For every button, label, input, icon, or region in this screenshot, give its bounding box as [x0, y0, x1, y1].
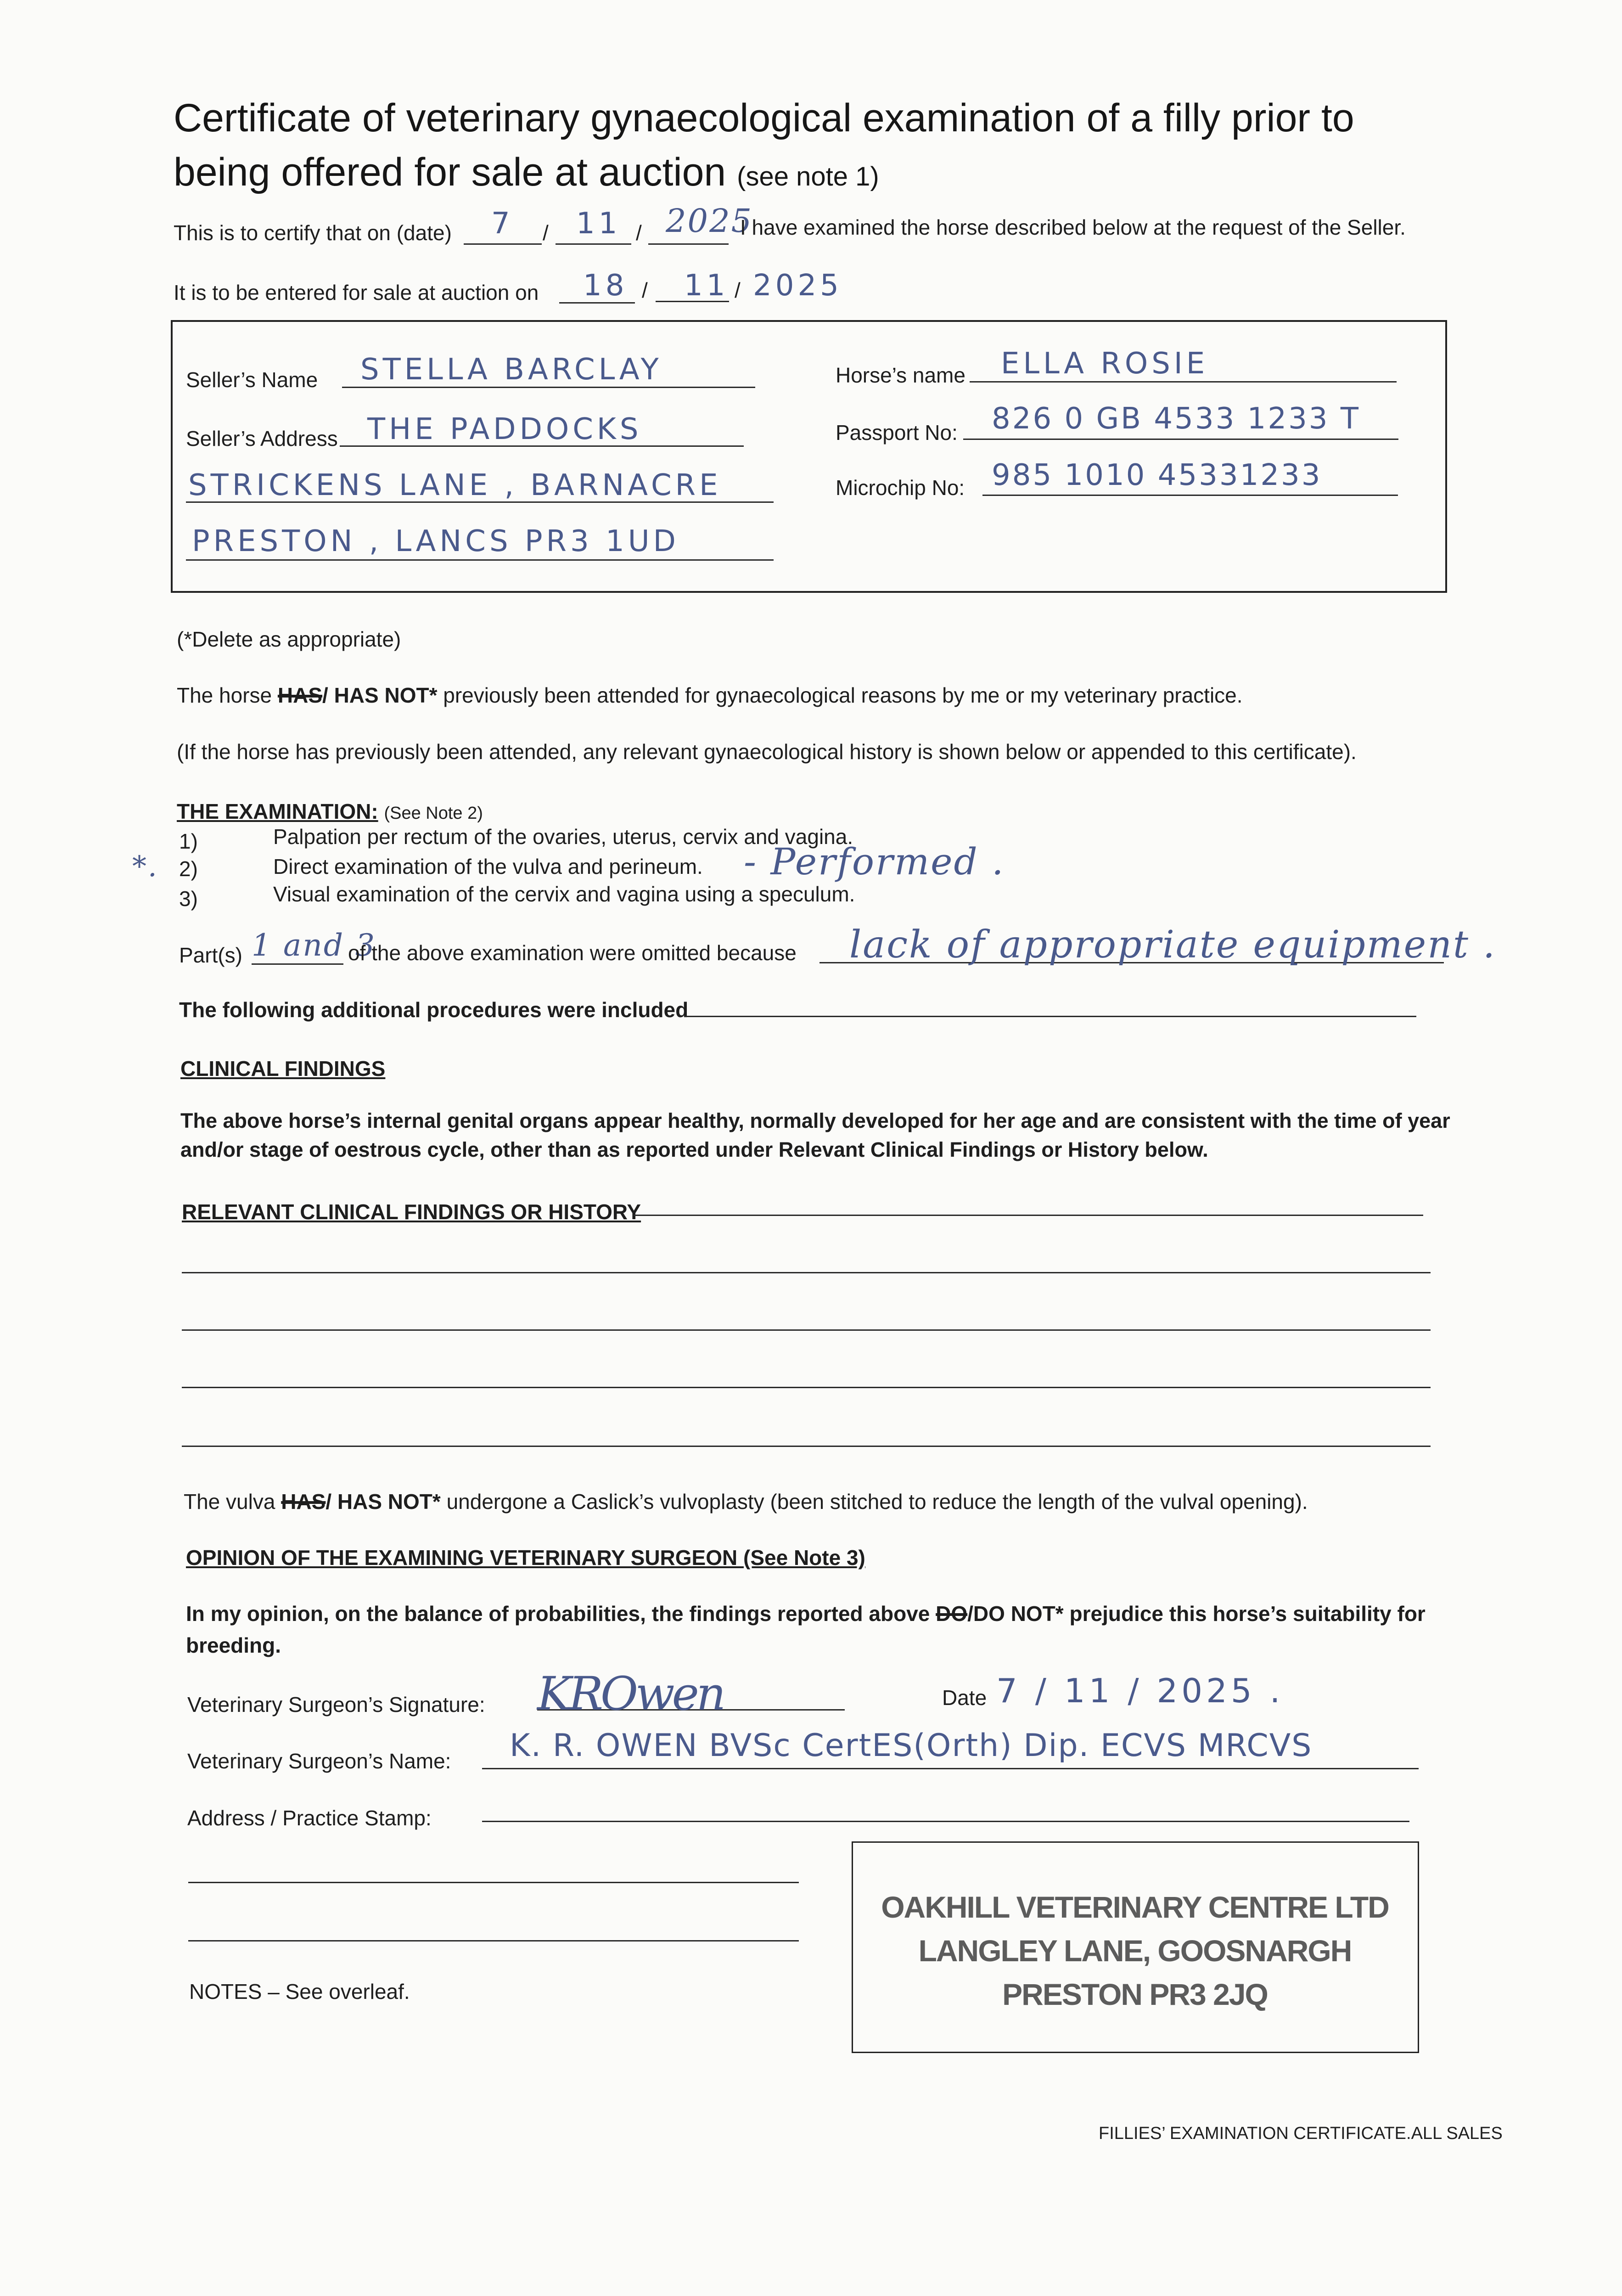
exam-item-1-num: 1) [179, 829, 198, 853]
certify-month: 11 [576, 207, 621, 241]
exam-item-2-num: 2) [179, 857, 198, 881]
practice-stamp-label: Address / Practice Stamp: [187, 1806, 432, 1830]
vulva-has-not: / HAS NOT* [326, 1490, 441, 1514]
certify-suffix: I have examined the horse described below at the request of the Seller. [740, 215, 1406, 239]
omitted-reason: lack of appropriate equipment . [849, 923, 1497, 967]
stamp-line-1: OAKHILL VETERINARY CENTRE LTD [881, 1890, 1389, 1924]
auction-prefix: It is to be entered for sale at auction on [174, 281, 539, 304]
exam-item-2-annotation: - Performed . [744, 840, 1005, 883]
opinion-do-not: /DO NOT* [967, 1602, 1064, 1626]
relevant-findings-line-2 [182, 1329, 1431, 1331]
attended-has-not: / HAS NOT* [322, 683, 438, 707]
title-line-2-text: being offered for sale at auction [174, 150, 726, 194]
auction-year: 2025 [753, 269, 842, 303]
stamp-line-2: LANGLEY LANE, GOOSNARGH [918, 1934, 1352, 1968]
relevant-findings-line-1 [182, 1272, 1431, 1273]
opinion-prefix: In my opinion, on the balance of probabilities, the findings reported above [186, 1602, 930, 1626]
exam-item-2-text: Direct examination of the vulva and perineum. [273, 855, 703, 878]
omitted-prefix: Part(s) [179, 943, 242, 967]
seller-name-line [342, 387, 755, 388]
address-line-1 [188, 1882, 799, 1883]
clinical-statement-line-2: and/or stage of oestrous cycle, other than as reported under Relevant Clinical Findings or History below. [180, 1138, 1208, 1161]
relevant-findings-heading: RELEVANT CLINICAL FINDINGS OR HISTORY [182, 1200, 641, 1224]
opinion-suffix: prejudice this horse’s suitability for [1069, 1602, 1426, 1626]
certify-month-line [556, 243, 631, 245]
vulva-line [184, 1489, 1308, 1514]
attended-suffix: previously been attended for gynaecological reasons by me or my veterinary practice. [443, 683, 1243, 707]
microchip-line [982, 495, 1398, 496]
seller-address-line-2: STRICKENS LANE , BARNACRE [188, 468, 722, 502]
delete-note: (*Delete as appropriate) [177, 627, 401, 651]
certify-year-line [648, 243, 729, 245]
vulva-suffix: undergone a Caslick’s vulvoplasty (been stitched to reduce the length of the vulval opening). [446, 1490, 1308, 1514]
additional-line [684, 1016, 1416, 1017]
additional-label: The following additional procedures were included [179, 998, 689, 1022]
notes: NOTES – See overleaf. [189, 1980, 410, 2003]
seller-address-line-3: PRESTON , LANCS PR3 1UD [192, 524, 679, 558]
signature-label: Veterinary Surgeon’s Signature: [187, 1693, 485, 1716]
attended-has-struck: HAS [277, 683, 323, 707]
signature: KROwen [537, 1667, 724, 1721]
opinion-line-2: breeding. [186, 1633, 281, 1657]
omitted-parts-line [252, 963, 343, 965]
opinion-do-struck: DO [936, 1602, 968, 1626]
surgeon-name: K. R. OWEN BVSc CertES(Orth) Dip. ECVS MRCVS [510, 1728, 1313, 1764]
passport-line [963, 439, 1398, 440]
opinion-heading: OPINION OF THE EXAMINING VETERINARY SURGEON (See Note 3) [186, 1546, 865, 1570]
certify-day: 7 [491, 207, 514, 241]
clinical-statement-line-1: The above horse’s internal genital organs appear healthy, normally developed for her age and are consistent with the time of year [180, 1109, 1450, 1132]
relevant-findings-line-0 [634, 1215, 1423, 1216]
omitted-middle: of the above examination were omitted because [348, 941, 797, 965]
surgeon-name-label: Veterinary Surgeon’s Name: [187, 1749, 451, 1773]
history-note: (If the horse has previously been attended, any relevant gynaecological history is shown below or appended to this certificate). [177, 740, 1357, 764]
certify-sep-2: / [636, 221, 642, 245]
attended-line [177, 683, 1243, 708]
auction-sep-2: / [735, 278, 741, 302]
examination-heading-note: (See Note 2) [384, 804, 483, 823]
passport-number: 826 0 GB 4533 1233 T [992, 402, 1360, 436]
horse-name-line [970, 381, 1397, 383]
title-note: (see note 1) [737, 162, 879, 191]
certify-year: 2025 [666, 202, 753, 240]
signature-date: 7 / 11 / 2025 . [996, 1671, 1284, 1710]
vulva-prefix: The vulva [184, 1490, 275, 1514]
title-line-1: Certificate of veterinary gynaecological examination of a filly prior to [174, 96, 1354, 140]
exam-item-3-num: 3) [179, 887, 198, 911]
auction-day: 18 [583, 269, 628, 303]
examination-heading-line [177, 799, 483, 824]
exam-item-3-text: Visual examination of the cervix and vagina using a speculum. [273, 882, 855, 906]
surgeon-name-line [482, 1768, 1419, 1769]
auction-month: 11 [684, 269, 729, 303]
relevant-findings-line-4 [182, 1446, 1431, 1447]
microchip-label: Microchip No: [836, 476, 965, 500]
exam-item-1-text: Palpation per rectum of the ovaries, uterus, cervix and vagina. [273, 825, 853, 849]
seller-address-label: Seller’s Address [186, 427, 338, 450]
certify-sep-1: / [543, 221, 549, 245]
footer: FILLIES’ EXAMINATION CERTIFICATE.ALL SALES [1099, 2124, 1503, 2143]
omitted-parts: 1 and 3 [252, 928, 376, 963]
relevant-findings-line-3 [182, 1387, 1431, 1388]
stamp-line-3: PRESTON PR3 2JQ [1002, 1977, 1268, 2011]
microchip-number: 985 1010 45331233 [992, 458, 1322, 492]
seller-address-line-1: THE PADDOCKS [367, 412, 642, 446]
signature-date-label: Date [942, 1686, 987, 1710]
auction-sep-1: / [642, 278, 648, 302]
address-line-2 [188, 1940, 799, 1941]
attended-prefix: The horse [177, 683, 272, 707]
certify-day-line [464, 243, 542, 245]
horse-name-label: Horse’s name [836, 363, 965, 387]
seller-address-line-3-rule [186, 559, 774, 561]
opinion-line-1 [186, 1601, 1426, 1626]
certify-prefix: This is to certify that on (date) [174, 221, 452, 245]
clinical-heading: CLINICAL FINDINGS [180, 1057, 386, 1080]
practice-stamp-line [482, 1821, 1409, 1822]
title-line-2 [174, 145, 879, 204]
seller-name: STELLA BARCLAY [360, 353, 662, 387]
passport-label: Passport No: [836, 421, 958, 445]
examination-heading: THE EXAMINATION: [177, 799, 378, 823]
vulva-has-struck: HAS [281, 1490, 326, 1514]
exam-item-2-mark: *. [132, 850, 158, 883]
horse-name: ELLA ROSIE [1001, 347, 1209, 381]
seller-name-label: Seller’s Name [186, 368, 318, 392]
